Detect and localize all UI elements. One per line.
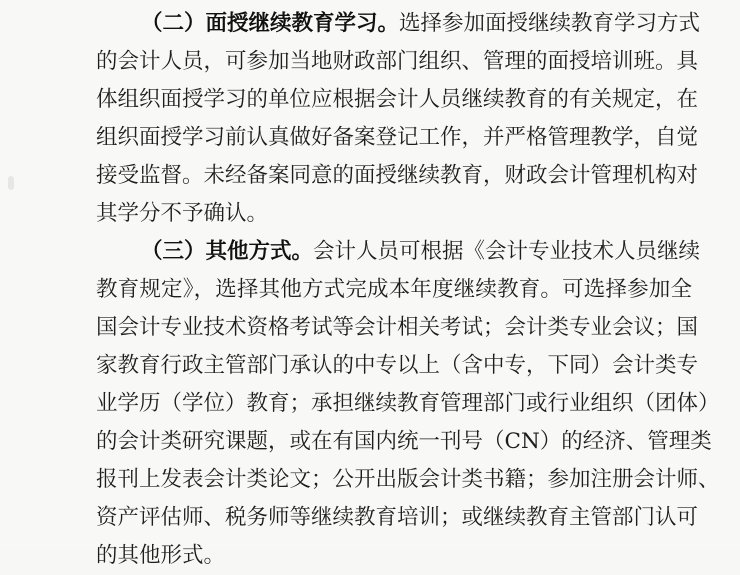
paragraph-line: 的会计人员，可参加当地财政部门组织、管理的面授培训班。具 bbox=[96, 49, 699, 74]
paragraph-line: 国会计专业技术资格考试等会计相关考试；会计类专业会议；国 bbox=[96, 315, 699, 340]
paragraph-line: 体组织面授学习的单位应根据会计人员继续教育的有关规定，在 bbox=[96, 87, 699, 112]
paragraph-line: 家教育行政主管部门承认的中专以上（含中专，下同）会计类专 bbox=[96, 353, 699, 378]
paragraph-line: 报刊上发表会计类论文；公开出版会计类书籍；参加注册会计师、 bbox=[96, 467, 720, 492]
section-heading: （三）其他方式。 bbox=[141, 239, 314, 264]
line-text: 会计人员可根据《会计专业技术人员继续 bbox=[313, 239, 701, 264]
paragraph-line: 接受监督。未经备案同意的面授继续教育，财政会计管理机构对 bbox=[96, 163, 699, 188]
paragraph-line bbox=[0, 233, 740, 271]
paragraph-line: 资产评估师、税务师等继续教育培训；或继续教育主管部门认可 bbox=[96, 505, 699, 530]
paragraph-line bbox=[0, 5, 740, 43]
section-heading: （二）面授继续教育学习。 bbox=[141, 11, 400, 36]
paragraph-line: 其学分不予确认。 bbox=[96, 201, 269, 226]
paragraph-line: 业学历（学位）教育；承担继续教育管理部门或行业组织（团体） bbox=[96, 391, 720, 416]
paragraph-line: 的会计类研究课题，或在有国内统一刊号（CN）的经济、管理类 bbox=[96, 429, 712, 454]
line-text: 选择参加面授继续教育学习方式 bbox=[399, 11, 701, 36]
paragraph-line: 组织面授学习前认真做好备案登记工作，并严格管理教学，自觉 bbox=[96, 125, 699, 150]
paragraph-line: 的其他形式。 bbox=[96, 543, 226, 568]
paragraph-line: 教育规定》，选择其他方式完成本年度继续教育。可选择参加全 bbox=[96, 277, 692, 302]
